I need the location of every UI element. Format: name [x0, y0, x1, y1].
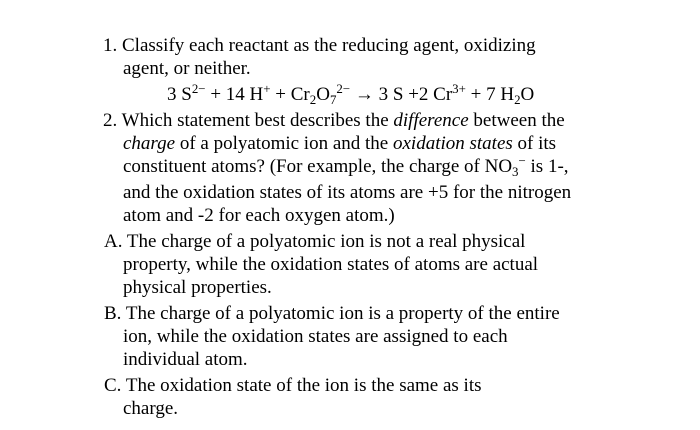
- option-c-text: The oxidation state of the ion is the same as its: [125, 375, 482, 396]
- emphasis-charge: charge: [123, 133, 176, 154]
- question-2-text: constituent atoms? (For example, the charge of NO: [123, 156, 513, 177]
- question-1-line-2: [123, 58, 251, 80]
- water-term: + 7 H: [465, 84, 515, 105]
- option-c-letter: C.: [104, 375, 122, 396]
- question-2-text: and the oxidation states of its atoms are +5 for the nitrogen: [123, 182, 572, 203]
- option-a-text: physical properties.: [123, 277, 272, 298]
- option-a-text: The charge of a polyatomic ion is not a real physical: [126, 231, 526, 252]
- question-2-text: of a polyatomic ion and the: [175, 133, 393, 154]
- option-b-text: ion, while the oxidation states are assigned to each: [123, 326, 508, 347]
- option-a-line-2: [123, 254, 538, 276]
- question-2-text-end: between the: [468, 110, 565, 131]
- option-a-text: property, while the oxidation states of atoms are actual: [123, 254, 539, 275]
- option-b-line-2: [123, 326, 508, 348]
- option-b-text: individual atom.: [123, 349, 248, 370]
- question-2-text: Which statement best describes the: [121, 110, 394, 131]
- chromium-subscript: 2: [309, 91, 317, 107]
- question-2-line-2: [123, 133, 556, 155]
- emphasis-oxidation-states: oxidation states: [392, 133, 513, 154]
- products-term: → 3 S +2 Cr: [350, 84, 453, 105]
- option-a-letter: A.: [104, 231, 123, 252]
- question-1-line-1: [103, 35, 536, 57]
- nitrate-subscript: 3: [512, 163, 519, 179]
- water-oxygen: O: [520, 84, 535, 105]
- chromium-ion-charge: 3+: [452, 80, 466, 96]
- option-c-text: charge.: [123, 398, 179, 419]
- question-1-number: 1.: [103, 35, 118, 56]
- question-1-text-cont: agent, or neither.: [123, 58, 251, 79]
- hydrogen-term: + 14 H: [205, 84, 264, 105]
- oxygen-subscript: 7: [329, 91, 337, 107]
- option-a-line-3: [123, 277, 272, 299]
- question-2-text-end: of its: [512, 133, 557, 154]
- option-b-line-1: [104, 303, 560, 325]
- redox-equation: [167, 80, 535, 107]
- emphasis-difference: difference: [393, 110, 469, 131]
- question-2-line-3: [123, 152, 569, 179]
- dichromate-charge: 2−: [336, 80, 351, 96]
- sulfide-charge: 2−: [191, 80, 206, 96]
- nitrate-charge: −: [518, 152, 526, 168]
- option-b-text: The charge of a polyatomic ion is a property of the entire: [125, 303, 560, 324]
- dichromate-term: + Cr: [270, 84, 310, 105]
- dichromate-oxygen: O: [316, 84, 330, 105]
- water-subscript: 2: [514, 91, 521, 107]
- question-2-line-5: [123, 205, 395, 227]
- option-b-line-3: [123, 349, 248, 371]
- question-2-line-1: [103, 110, 565, 132]
- option-b-letter: B.: [104, 303, 122, 324]
- hydrogen-charge: +: [263, 80, 271, 96]
- question-1-text: Classify each reactant as the reducing agent, oxidizing: [122, 35, 536, 56]
- option-c-line-2: [123, 398, 178, 420]
- option-a-line-1: [104, 231, 525, 253]
- sulfide-term: 3 S: [167, 84, 192, 105]
- question-2-number: 2.: [103, 110, 118, 131]
- question-2-line-4: [123, 182, 571, 204]
- question-2-text-end: is 1-,: [525, 156, 569, 177]
- option-c-line-1: [104, 375, 482, 397]
- question-2-text: atom and -2 for each oxygen atom.): [123, 205, 395, 226]
